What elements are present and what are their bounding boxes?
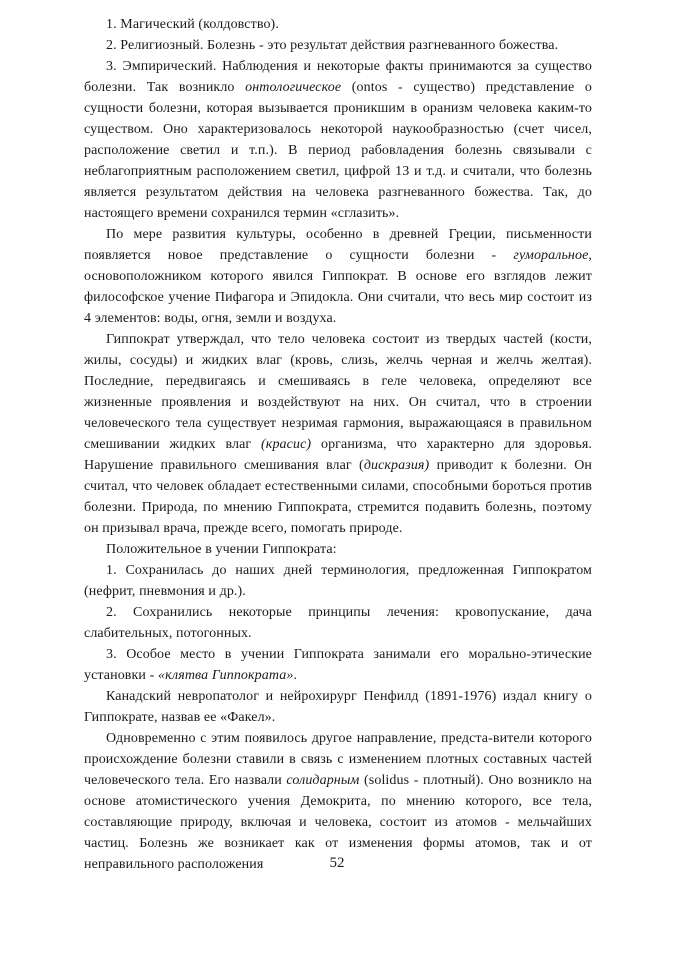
text-run: 1. Магический (колдовство). [106, 17, 279, 32]
text-run: приводит к болезни. Он считал, что человек обладает естественными силами, способными бороться против болезни. Природа, по мнению Гиппократа, стремится подавить болезнь, поэтому он призывал врача, прежде всего, помогать природе. [84, 458, 593, 536]
text-run: 2. Сохранились некоторые принципы лечения: кровопускание, дача слабительных, потогонных. [84, 605, 592, 641]
paragraph-religious [84, 35, 592, 56]
italic-term: (красис) [261, 437, 312, 452]
paragraph-humoral [84, 224, 592, 329]
text-run: 3. Эмпирический. Наблюдения и некоторые факты принимаются за существо болезни. Так возникло [84, 59, 592, 95]
italic-term: «клятва Гиппократа» [157, 668, 294, 683]
text-run: Гиппократ утверждал, что тело человека состоит из твердых частей (кости, жилы, сосуды) и жидких влаг (кровь, слизь, желчь черная и желчь желтая). Последние, передвигаясь и смешиваясь в геле человека, определяют все жизненные проявления и воздействуют на них. Он считал, что в строении человеческого тела существует незримая гармония, выражающаяся в правильном смешивании жидких влаг [84, 332, 592, 452]
text-run: . [293, 668, 298, 683]
text-run: 2. Религиозный. Болезнь - это результат действия разгневанного божества. [106, 38, 559, 53]
text-run: Положительное в учении Гиппократа: [106, 542, 337, 557]
paragraph-hippocrates-theory [84, 329, 592, 539]
text-run: 1. Сохранилась до наших дней терминология, предложенная Гиппократом (нефрит, пневмония и др.). [84, 563, 592, 599]
paragraph-oath [84, 644, 592, 686]
paragraph-magical [84, 14, 592, 35]
paragraph-solidar [84, 728, 592, 875]
text-run: Одновременно с этим появилось другое направление, предста-вители которого происхождение болезни ставили в связь с изменением плотных составных частей человеческого тела. Его назвали [84, 731, 592, 788]
italic-term: гуморальное [513, 248, 589, 263]
paragraph-positive-heading [84, 539, 592, 560]
italic-term: онтологическое [245, 80, 342, 95]
text-run: (ontos - существо) представление о сущности болезни, которая вызывается проникшим в оранизм человека каким-то существом. Оно характеризовалось некоторой наукообразностью (счет чисел, расположение светил и т.п.). В период рабовладения болезнь связывали с неблагоприятным расположением светил, цифрой 13 и т.д. и считали, что болезнь является результатом действия на человека разгневанного божества. Так, до настоящего времени сохранился термин «сглазить». [84, 80, 592, 221]
text-run: 3. Особое место в учении Гиппократа занимали его морально-этические установки - [84, 647, 592, 683]
italic-term: солидарным [286, 773, 360, 788]
text-run: По мере развития культуры, особенно в древней Греции, письменности появляется новое представление о сущности болезни - [84, 227, 592, 263]
paragraph-empirical [84, 56, 592, 224]
document-page [84, 14, 592, 875]
text-run: , основоположником которого явился Гиппократ. В основе его взглядов лежит философское учение Пифагора и Эпидокла. Они считали, что весь мир состоит из 4 элементов: воды, огня, земли и воздуха. [84, 248, 592, 326]
page-number: 52 [329, 855, 345, 871]
paragraph-penfield [84, 686, 592, 728]
paragraph-terminology [84, 560, 592, 602]
text-run: (solidus - плотный). Оно возникло на основе атомистического учения Демокрита, по мнению которого, все тела, составляющие природу, включая и человека, состоит из атомов - мельчайших частиц. Болезнь же возникает как от изменения формы атомов, так и от неправильного расположения [84, 773, 592, 872]
italic-term: дискразия) [363, 458, 430, 473]
text-run: Канадский невропатолог и нейрохирург Пенфилд (1891-1976) издал книгу о Гиппократе, назвав ее «Факел». [84, 689, 592, 725]
paragraph-treatment-principles [84, 602, 592, 644]
text-run: организма, что характерно для здоровья. Нарушение правильного смешивания влаг ( [84, 437, 592, 473]
